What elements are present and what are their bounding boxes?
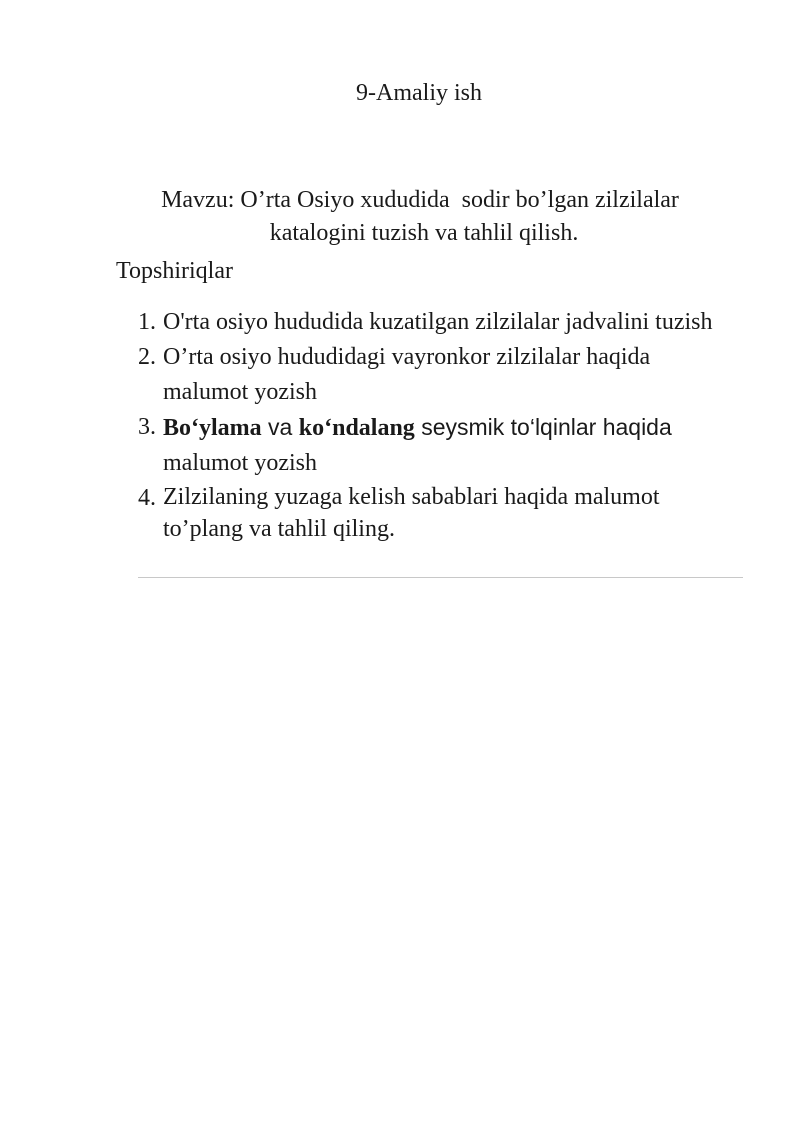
list-item-text: O'rta osiyo hududida kuzatilgan zilzilalar jadvalini tuzish xyxy=(163,309,713,335)
list-item-number: 2. xyxy=(138,344,156,370)
list-item-text-line2: malumot yozish xyxy=(163,450,317,476)
list-item xyxy=(138,305,738,340)
list-item-text xyxy=(163,410,738,481)
topic-line-2: katalogini tuzish va tahlil qilish. xyxy=(269,220,579,246)
bold-term-transverse: ko‘ndalang xyxy=(298,415,415,441)
topic-heading xyxy=(100,184,740,250)
list-item-text: Zilzilaning yuzaga kelish sabablari haqida malumot to’plang va tahlil qiling. xyxy=(163,484,660,542)
connector-text: va xyxy=(261,414,299,440)
page-title: 9-Amaliy ish xyxy=(356,80,482,106)
list-item-number: 3. xyxy=(138,414,156,440)
tasks-heading: Topshiriqlar xyxy=(116,258,233,284)
task-list xyxy=(138,305,738,545)
list-item xyxy=(138,410,738,481)
list-item xyxy=(138,481,738,545)
list-item-text: O’rta osiyo hududidagi vayronkor zilzilalar haqida malumot yozish xyxy=(163,344,651,405)
bold-term-longitudinal: Bo‘ylama xyxy=(163,415,262,441)
list-item-number: 1. xyxy=(138,309,156,335)
divider-line xyxy=(138,577,743,578)
topic-line-1: Mavzu: O’rta Osiyo xududida sodir bo’lgan zilzilalar xyxy=(161,187,679,213)
list-item-rest: seysmik to‘lqinlar haqida xyxy=(414,414,672,440)
list-item-number: 4. xyxy=(138,485,156,511)
list-item xyxy=(138,340,738,410)
